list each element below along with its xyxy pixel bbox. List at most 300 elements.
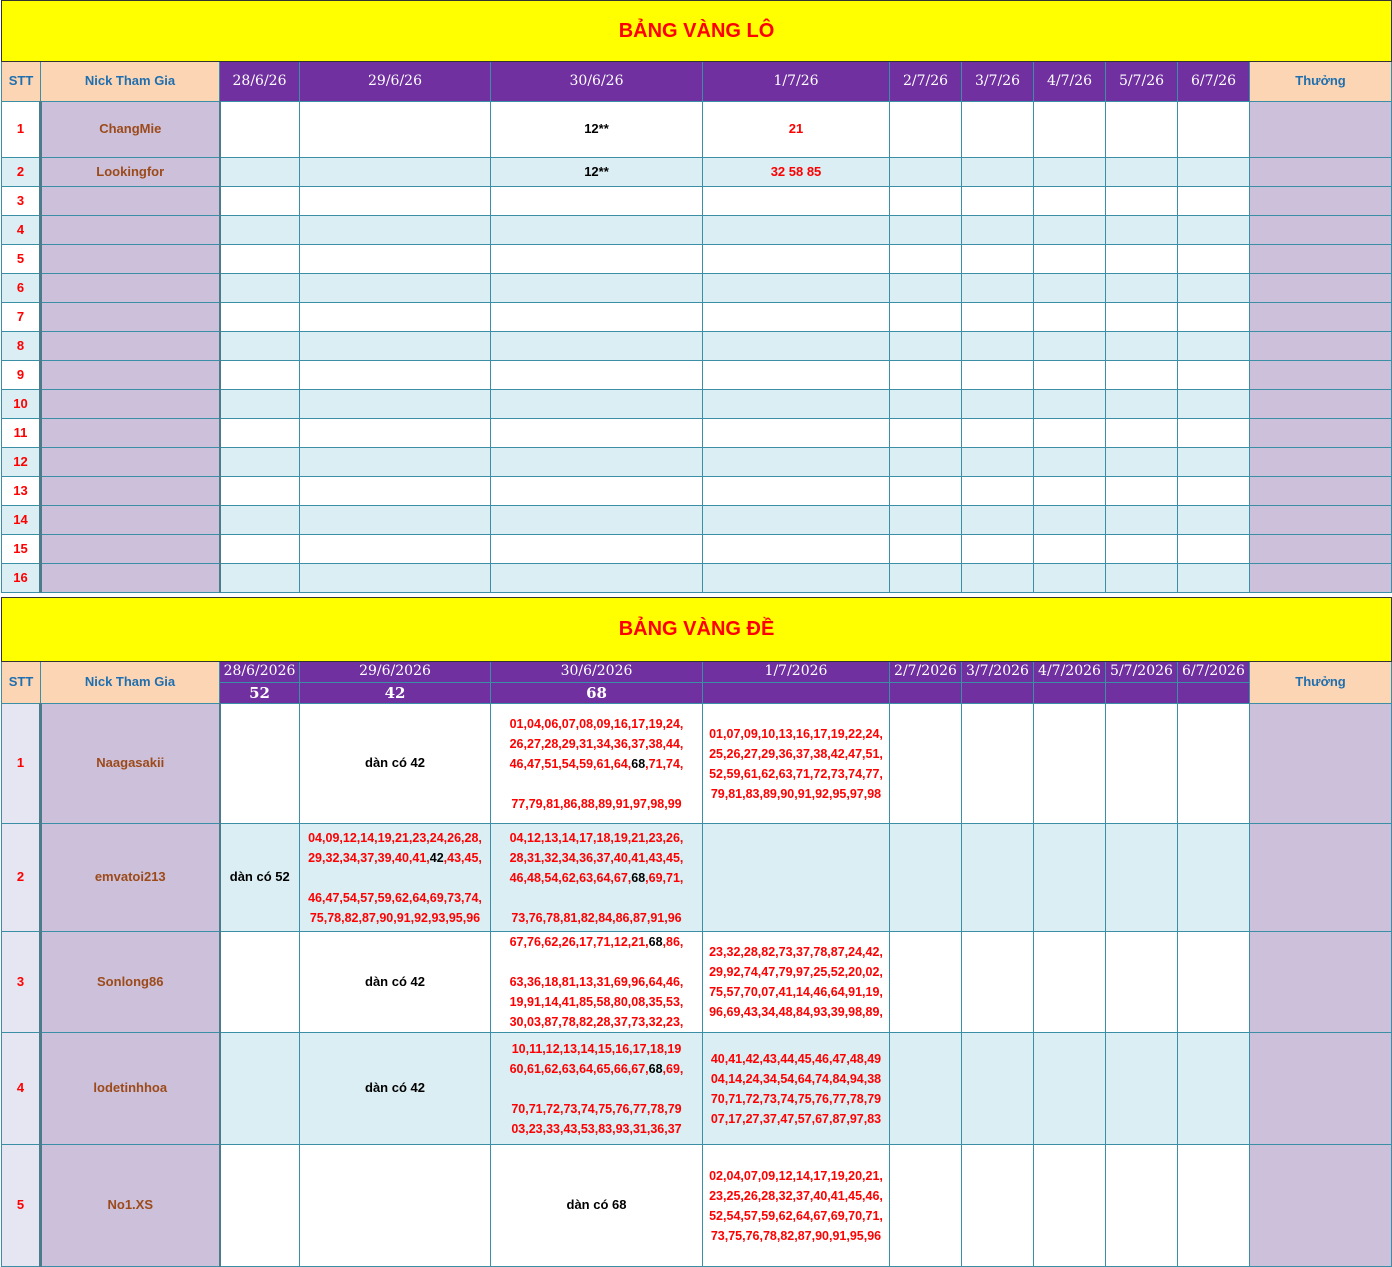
number-list-segment: 04,12,13,14,17,18,19,21,23,26, xyxy=(509,830,684,845)
lo-thuong xyxy=(1250,158,1392,187)
lo-cell xyxy=(962,332,1034,361)
lo-cell xyxy=(1034,158,1106,187)
lo-rows xyxy=(2,102,1392,593)
lo-cell xyxy=(962,506,1034,535)
number-list-segment: 23,32,28,82,73,37,78,87,24,42, xyxy=(709,945,883,959)
hit-number: 68 xyxy=(648,935,663,949)
lo-cell xyxy=(1106,448,1178,477)
number-list-segment: 73,75,76,78,82,87,90,91,95,96 xyxy=(710,1228,882,1243)
lo-header-date: 29/6/26 xyxy=(300,62,491,102)
lo-stt: 4 xyxy=(2,216,41,245)
lo-cell xyxy=(220,390,300,419)
lo-cell xyxy=(1034,187,1106,216)
de-cell: dàn có 42 xyxy=(300,932,491,1033)
lo-cell xyxy=(1106,535,1178,564)
de-nick: No1.XS xyxy=(41,1145,220,1267)
lo-cell xyxy=(703,564,890,593)
number-list-segment: 07,17,27,37,47,57,67,87,97,83 xyxy=(710,1111,882,1126)
number-list-segment: 73,76,78,81,82,84,86,87,91,96 xyxy=(511,910,682,925)
lo-nick xyxy=(41,506,220,535)
lo-row xyxy=(2,245,1392,274)
de-cell xyxy=(1034,824,1106,932)
lo-stt: 6 xyxy=(2,274,41,303)
lo-thuong xyxy=(1250,102,1392,158)
number-list-segment: ,86, xyxy=(662,935,684,949)
lo-cell xyxy=(1034,102,1106,158)
number-list-segment: 63,36,18,81,13,31,69,96,64,46, xyxy=(509,975,684,989)
de-cell xyxy=(703,824,890,932)
de-cell xyxy=(300,824,491,932)
lo-row xyxy=(2,448,1392,477)
lo-cell xyxy=(1034,332,1106,361)
lo-cell xyxy=(962,390,1034,419)
de-result-empty xyxy=(962,683,1034,704)
lo-cell xyxy=(1106,274,1178,303)
de-cell xyxy=(703,932,890,1033)
lo-stt: 8 xyxy=(2,332,41,361)
de-cell xyxy=(1178,1033,1250,1145)
lo-cell xyxy=(1178,477,1250,506)
lo-stt: 11 xyxy=(2,419,41,448)
lo-title: BẢNG VÀNG LÔ xyxy=(2,1,1392,62)
hit-number: 68 xyxy=(648,1061,663,1076)
lo-thuong xyxy=(1250,274,1392,303)
lo-cell xyxy=(890,274,962,303)
lo-cell xyxy=(220,158,300,187)
lo-cell xyxy=(300,158,491,187)
lo-thuong xyxy=(1250,332,1392,361)
lo-cell xyxy=(1034,506,1106,535)
lo-cell xyxy=(890,477,962,506)
de-cell: dàn có 42 xyxy=(300,1033,491,1145)
lo-cell xyxy=(1178,303,1250,332)
number-list-segment: 60,61,62,63,64,65,66,67, xyxy=(509,1061,649,1076)
lo-cell xyxy=(220,448,300,477)
de-nick: Naagasakii xyxy=(41,704,220,824)
de-cell xyxy=(1034,704,1106,824)
lo-nick xyxy=(41,274,220,303)
lo-cell xyxy=(491,390,703,419)
de-header-nick: Nick Tham Gia xyxy=(41,662,220,704)
number-list-segment: 29,32,34,37,39,40,41, xyxy=(308,850,430,865)
de-cell xyxy=(1034,1033,1106,1145)
lo-cell xyxy=(890,245,962,274)
lo-cell xyxy=(300,361,491,390)
lo-cell xyxy=(890,390,962,419)
lo-cell xyxy=(1106,216,1178,245)
de-cell: dàn có 52 xyxy=(220,824,300,932)
lo-nick xyxy=(41,390,220,419)
lo-cell xyxy=(1106,158,1178,187)
lo-cell xyxy=(491,477,703,506)
lo-cell xyxy=(491,419,703,448)
lo-cell xyxy=(1034,419,1106,448)
lo-row xyxy=(2,390,1392,419)
lo-thuong xyxy=(1250,535,1392,564)
de-result: 52 xyxy=(220,683,300,704)
lo-cell xyxy=(890,419,962,448)
lo-header-date: 2/7/26 xyxy=(890,62,962,102)
lo-cell xyxy=(300,564,491,593)
lo-cell xyxy=(890,158,962,187)
number-list-segment: 46,47,51,54,59,61,64, xyxy=(509,756,632,771)
de-cell xyxy=(1106,932,1178,1033)
hit-number: 68 xyxy=(631,756,646,771)
lo-cell xyxy=(890,448,962,477)
lo-cell xyxy=(1178,390,1250,419)
lo-header-stt: STT xyxy=(2,62,41,102)
lo-cell xyxy=(1034,216,1106,245)
lo-nick xyxy=(41,419,220,448)
lo-cell xyxy=(491,361,703,390)
lo-cell xyxy=(703,448,890,477)
lo-cell xyxy=(1106,506,1178,535)
de-cell xyxy=(1106,824,1178,932)
lo-header-date: 28/6/26 xyxy=(220,62,300,102)
de-cell xyxy=(220,932,300,1033)
lo-stt: 1 xyxy=(2,102,41,158)
de-header-date: 28/6/2026 xyxy=(220,662,300,683)
lo-stt: 5 xyxy=(2,245,41,274)
de-cell xyxy=(1178,824,1250,932)
de-cell xyxy=(703,1033,890,1145)
lo-cell xyxy=(890,332,962,361)
lo-cell xyxy=(1034,303,1106,332)
de-cell xyxy=(1034,1145,1106,1267)
de-cell xyxy=(962,1033,1034,1145)
lo-cell xyxy=(1034,564,1106,593)
de-result: 68 xyxy=(491,683,703,704)
lo-cell xyxy=(890,216,962,245)
de-stt: 3 xyxy=(2,932,41,1033)
lo-stt: 16 xyxy=(2,564,41,593)
lo-row xyxy=(2,477,1392,506)
de-row xyxy=(2,1033,1392,1145)
lo-cell xyxy=(890,564,962,593)
lo-cell xyxy=(1106,102,1178,158)
lo-nick xyxy=(41,216,220,245)
lo-cell xyxy=(962,535,1034,564)
lo-cell xyxy=(1178,535,1250,564)
lo-cell xyxy=(1178,216,1250,245)
lo-cell xyxy=(220,361,300,390)
de-stt: 5 xyxy=(2,1145,41,1267)
lo-cell xyxy=(1106,245,1178,274)
de-header-thuong: Thưởng xyxy=(1250,662,1392,704)
number-list-segment: 04,09,12,14,19,21,23,24,26,28, xyxy=(308,830,482,845)
lo-nick xyxy=(41,477,220,506)
number-list-segment: 29,92,74,47,79,97,25,52,20,02, xyxy=(709,965,883,979)
lo-stt: 15 xyxy=(2,535,41,564)
lo-cell xyxy=(300,419,491,448)
de-thuong xyxy=(1250,1145,1392,1267)
lo-cell xyxy=(1034,274,1106,303)
lo-cell xyxy=(220,506,300,535)
lo-cell xyxy=(1178,419,1250,448)
de-cell xyxy=(491,824,703,932)
lo-cell xyxy=(220,332,300,361)
lo-cell xyxy=(703,332,890,361)
lo-cell xyxy=(962,102,1034,158)
number-list-segment: 52,54,57,59,62,64,67,69,70,71, xyxy=(709,1208,883,1223)
lo-cell xyxy=(300,448,491,477)
lo-row xyxy=(2,187,1392,216)
lo-nick xyxy=(41,535,220,564)
lo-cell xyxy=(1178,361,1250,390)
de-thuong xyxy=(1250,1033,1392,1145)
de-row xyxy=(2,824,1392,932)
lo-cell xyxy=(703,477,890,506)
number-list-segment: 40,41,42,43,44,45,46,47,48,49 xyxy=(710,1051,882,1066)
de-rows xyxy=(2,704,1392,1267)
number-list-segment: 79,81,83,89,90,91,92,95,97,98 xyxy=(710,786,882,801)
lo-cell xyxy=(220,535,300,564)
lo-cell xyxy=(220,303,300,332)
number-list-segment: ,71,74, xyxy=(645,756,684,771)
lo-cell xyxy=(1178,448,1250,477)
de-stt: 4 xyxy=(2,1033,41,1145)
lo-cell xyxy=(1106,477,1178,506)
lo-row xyxy=(2,158,1392,187)
lo-nick xyxy=(41,564,220,593)
lo-cell xyxy=(703,303,890,332)
lo-row xyxy=(2,535,1392,564)
lo-cell xyxy=(300,477,491,506)
de-cell xyxy=(890,1033,962,1145)
number-list-segment: 19,91,14,41,85,58,80,08,35,53, xyxy=(509,995,684,1009)
lo-cell xyxy=(1034,361,1106,390)
lo-cell xyxy=(703,216,890,245)
lo-cell xyxy=(962,361,1034,390)
lo-stt: 10 xyxy=(2,390,41,419)
lo-cell xyxy=(1034,448,1106,477)
de-stt: 2 xyxy=(2,824,41,932)
lo-cell: 21 xyxy=(703,102,890,158)
lo-cell xyxy=(1106,564,1178,593)
lo-cell xyxy=(962,419,1034,448)
de-cell xyxy=(1106,1145,1178,1267)
de-thuong xyxy=(1250,824,1392,932)
number-list-segment: 03,23,33,43,53,83,93,31,36,37 xyxy=(511,1121,682,1136)
lo-cell xyxy=(962,274,1034,303)
lo-cell xyxy=(890,361,962,390)
lo-nick xyxy=(41,332,220,361)
de-nick: lodetinhhoa xyxy=(41,1033,220,1145)
lo-cell xyxy=(220,274,300,303)
lo-cell xyxy=(703,187,890,216)
de-header-stt: STT xyxy=(2,662,41,704)
lo-cell xyxy=(962,245,1034,274)
de-cell xyxy=(962,932,1034,1033)
lo-thuong xyxy=(1250,477,1392,506)
number-list-segment: ,69, xyxy=(662,1061,684,1076)
de-cell xyxy=(962,1145,1034,1267)
de-cell xyxy=(220,1033,300,1145)
number-list-segment: 96,69,43,34,48,84,93,39,98,89, xyxy=(709,1005,883,1019)
lo-cell xyxy=(1034,390,1106,419)
number-list-segment: 70,71,72,73,74,75,76,77,78,79 xyxy=(710,1091,882,1106)
de-header-date: 5/7/2026 xyxy=(1106,662,1178,683)
lo-cell xyxy=(1178,564,1250,593)
lo-cell xyxy=(220,216,300,245)
lo-cell xyxy=(220,102,300,158)
hit-number: 68 xyxy=(631,870,646,885)
lo-header-date: 4/7/26 xyxy=(1034,62,1106,102)
lo-cell xyxy=(1178,506,1250,535)
lo-stt: 12 xyxy=(2,448,41,477)
de-cell xyxy=(491,932,703,1033)
lo-stt: 13 xyxy=(2,477,41,506)
de-header-date: 3/7/2026 xyxy=(962,662,1034,683)
lo-cell xyxy=(1106,332,1178,361)
de-cell xyxy=(491,1033,703,1145)
lo-cell xyxy=(300,187,491,216)
lo-cell xyxy=(300,303,491,332)
de-cell xyxy=(962,704,1034,824)
number-list-segment: ,43,45, xyxy=(443,850,482,865)
number-list-segment: 02,04,07,09,12,14,17,19,20,21, xyxy=(709,1168,883,1183)
lo-header-nick: Nick Tham Gia xyxy=(41,62,220,102)
lo-cell xyxy=(962,448,1034,477)
number-list-segment: 25,26,27,29,36,37,38,42,47,51, xyxy=(709,746,883,761)
lo-row xyxy=(2,361,1392,390)
lo-header-date: 6/7/26 xyxy=(1178,62,1250,102)
de-cell xyxy=(962,824,1034,932)
de-header-date: 6/7/2026 xyxy=(1178,662,1250,683)
lo-stt: 3 xyxy=(2,187,41,216)
lo-cell xyxy=(1178,245,1250,274)
lo-cell xyxy=(491,535,703,564)
de-cell xyxy=(890,1145,962,1267)
lo-cell xyxy=(1178,158,1250,187)
lo-cell xyxy=(703,361,890,390)
de-row xyxy=(2,1145,1392,1267)
lo-cell xyxy=(890,506,962,535)
lo-cell xyxy=(962,564,1034,593)
lo-nick: ChangMie xyxy=(41,102,220,158)
lo-header-date: 5/7/26 xyxy=(1106,62,1178,102)
lo-cell xyxy=(491,245,703,274)
de-result-empty xyxy=(703,683,890,704)
lo-cell xyxy=(1106,390,1178,419)
de-cell xyxy=(890,824,962,932)
number-list-segment: 01,04,06,07,08,09,16,17,19,24, xyxy=(509,716,684,731)
number-list-segment: 70,71,72,73,74,75,76,77,78,79 xyxy=(511,1101,682,1116)
de-header-date: 1/7/2026 xyxy=(703,662,890,683)
de-cell xyxy=(890,932,962,1033)
lo-nick xyxy=(41,303,220,332)
number-list-segment: 26,27,28,29,31,34,36,37,38,44, xyxy=(509,736,684,751)
lo-cell xyxy=(890,102,962,158)
lo-nick xyxy=(41,448,220,477)
number-list-segment: 01,07,09,10,13,16,17,19,22,24, xyxy=(709,726,883,741)
lo-thuong xyxy=(1250,390,1392,419)
de-cell xyxy=(890,704,962,824)
lo-thuong xyxy=(1250,245,1392,274)
de-header-date: 29/6/2026 xyxy=(300,662,491,683)
lo-cell xyxy=(491,216,703,245)
lo-cell xyxy=(1034,477,1106,506)
lo-cell xyxy=(890,535,962,564)
number-list-segment: 67,76,62,26,17,71,12,21, xyxy=(509,935,649,949)
hit-number: 42 xyxy=(429,850,444,865)
lo-nick xyxy=(41,245,220,274)
lo-cell xyxy=(220,419,300,448)
de-result: 42 xyxy=(300,683,491,704)
lo-cell xyxy=(220,477,300,506)
de-stt: 1 xyxy=(2,704,41,824)
lo-row xyxy=(2,564,1392,593)
lo-cell xyxy=(890,303,962,332)
lo-cell xyxy=(1106,187,1178,216)
lo-header-thuong: Thưởng xyxy=(1250,62,1392,102)
de-thuong xyxy=(1250,704,1392,824)
de-cell xyxy=(1106,704,1178,824)
lo-cell xyxy=(300,274,491,303)
de-cell xyxy=(220,1145,300,1267)
lo-stt: 2 xyxy=(2,158,41,187)
de-cell: dàn có 42 xyxy=(300,704,491,824)
number-list-segment: 28,31,32,34,36,37,40,41,43,45, xyxy=(509,850,684,865)
lo-cell xyxy=(491,448,703,477)
lo-thuong xyxy=(1250,448,1392,477)
lo-cell xyxy=(220,187,300,216)
lo-row xyxy=(2,419,1392,448)
lo-table xyxy=(1,0,1392,593)
lo-stt: 7 xyxy=(2,303,41,332)
lo-cell xyxy=(300,332,491,361)
lo-cell xyxy=(1178,332,1250,361)
de-nick: Sonlong86 xyxy=(41,932,220,1033)
lo-cell xyxy=(491,303,703,332)
lo-nick: Lookingfor xyxy=(41,158,220,187)
lo-cell xyxy=(300,535,491,564)
de-header-date: 4/7/2026 xyxy=(1034,662,1106,683)
lo-stt: 9 xyxy=(2,361,41,390)
de-row xyxy=(2,704,1392,824)
lo-cell xyxy=(491,332,703,361)
de-result-empty xyxy=(890,683,962,704)
lo-cell xyxy=(962,216,1034,245)
de-table xyxy=(1,597,1392,1267)
lo-cell xyxy=(1106,361,1178,390)
de-title: BẢNG VÀNG ĐỀ xyxy=(2,598,1392,662)
lo-thuong xyxy=(1250,564,1392,593)
lo-cell xyxy=(703,390,890,419)
number-list-segment: 30,03,87,78,82,28,37,73,32,23, xyxy=(509,1015,684,1029)
lo-cell xyxy=(491,187,703,216)
lo-cell xyxy=(890,187,962,216)
number-list-segment: 46,47,54,57,59,62,64,69,73,74, xyxy=(308,890,482,905)
de-cell xyxy=(491,704,703,824)
lo-thuong xyxy=(1250,419,1392,448)
lo-thuong xyxy=(1250,506,1392,535)
lo-cell xyxy=(962,158,1034,187)
lo-cell xyxy=(491,506,703,535)
de-cell xyxy=(1178,932,1250,1033)
lo-cell xyxy=(491,564,703,593)
de-thuong xyxy=(1250,932,1392,1033)
de-row xyxy=(2,932,1392,1033)
de-cell xyxy=(300,1145,491,1267)
lo-cell xyxy=(1178,187,1250,216)
number-list-segment: 75,57,70,07,41,14,46,64,91,19, xyxy=(709,985,883,999)
de-result-empty xyxy=(1106,683,1178,704)
number-list-segment: 77,79,81,86,88,89,91,97,98,99 xyxy=(511,796,682,811)
lo-cell xyxy=(1178,102,1250,158)
lo-thuong xyxy=(1250,361,1392,390)
lo-cell xyxy=(220,245,300,274)
